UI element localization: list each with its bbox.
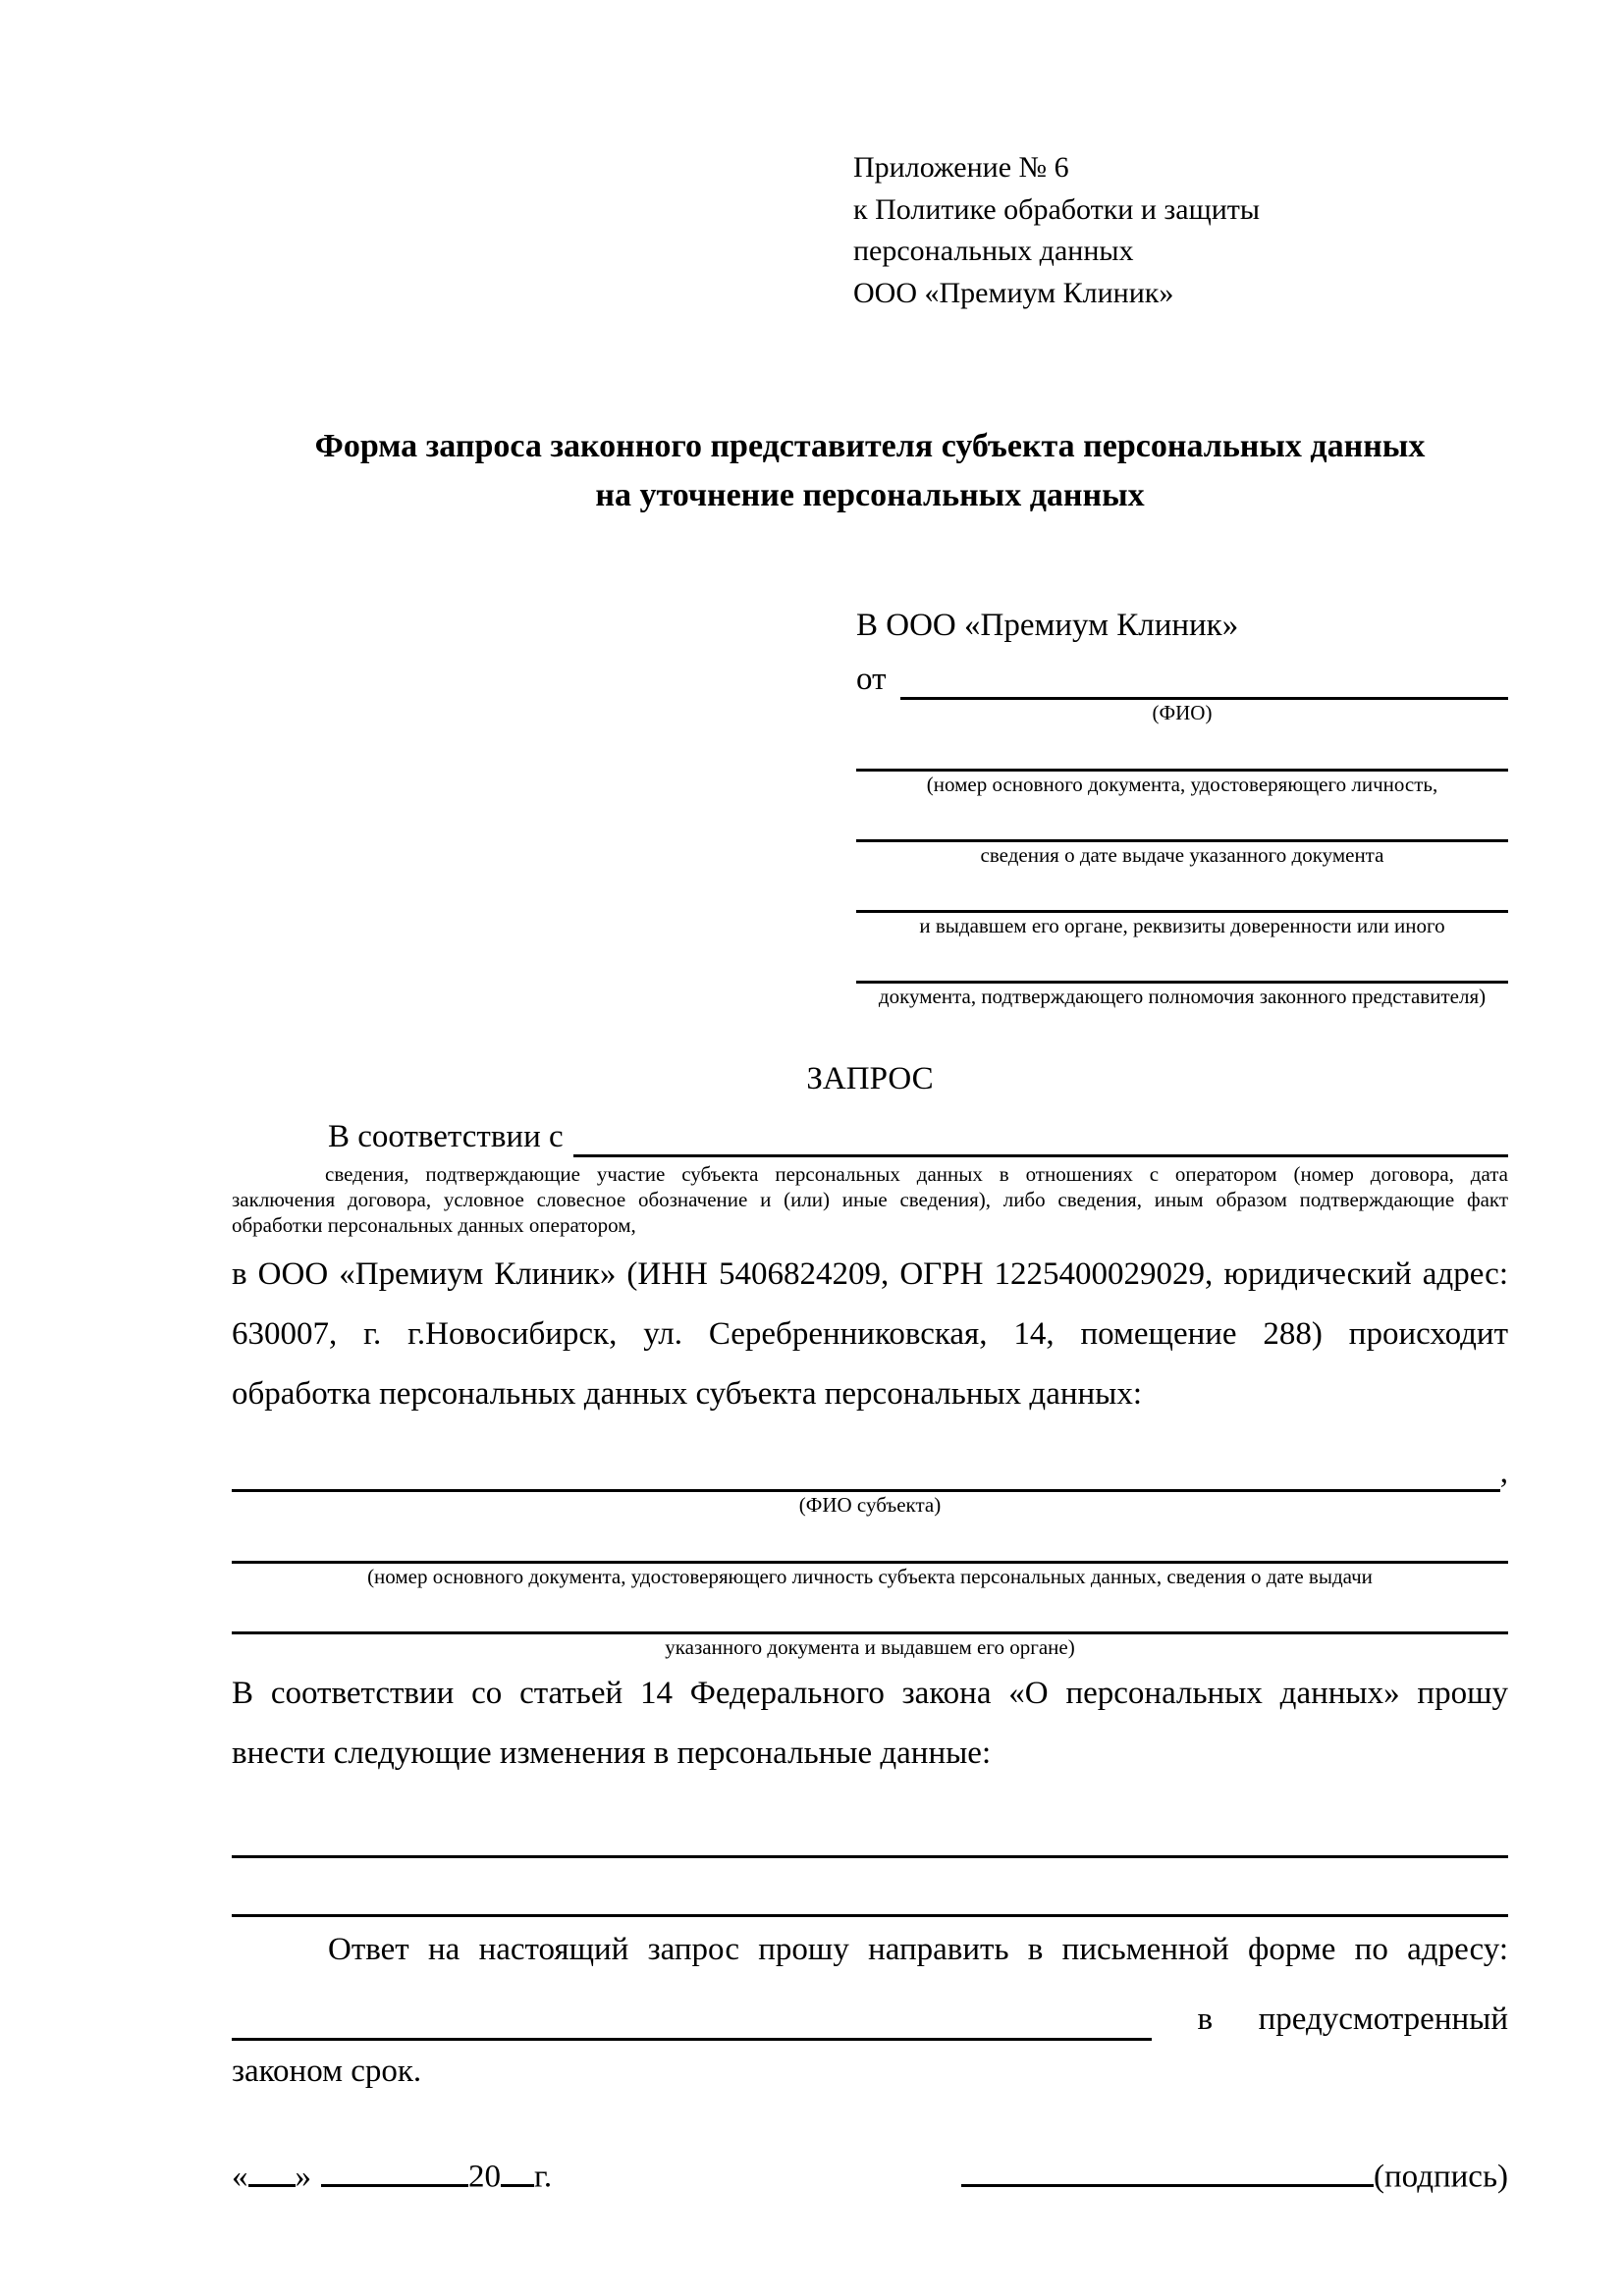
year-suffix: г. <box>534 2159 553 2195</box>
issuing-authority-blank-line <box>856 868 1508 913</box>
law-paragraph-line-1: В соответствии со статьей 14 Федерального закона «О персональных данных» прошу <box>232 1676 1508 1712</box>
representative-fio-caption: (ФИО) <box>1152 701 1213 725</box>
appendix-number: Приложение № 6 <box>853 151 1069 184</box>
quote-close: » <box>295 2159 311 2195</box>
accordance-label: В соответствии с <box>328 1118 564 1154</box>
operator-paragraph-line-1: в ООО «Премиум Клиник» (ИНН 5406824209, ОГРН 1225400029029, юридический адрес: <box>232 1255 1508 1292</box>
appendix-policy-line-2: персональных данных <box>853 235 1134 268</box>
subject-doc-blank-line-1 <box>232 1519 1508 1564</box>
subject-doc-caption-1: (номер основного документа, удостоверяющего личность субъекта персональных данных, сведения о дате выдачи <box>367 1564 1373 1588</box>
changes-blank-line-1 <box>232 1784 1508 1858</box>
law-paragraph-line-2: внести следующие изменения в персональные данные: <box>232 1735 992 1772</box>
accordance-note-line-3: обработки персональных данных оператором, <box>232 1213 636 1238</box>
answer-word-2: предусмотренный <box>1258 2002 1508 2038</box>
accordance-note-line-2: заключения договора, условное словесное обозначение и (или) иные сведения), либо сведения, иным образом подтверждающие факт <box>232 1188 1508 1212</box>
representative-fio-blank-line <box>900 660 1509 700</box>
trailing-comma: , <box>1499 1454 1508 1490</box>
answer-line-2 <box>232 1999 1508 2041</box>
appendix-header <box>853 147 1508 314</box>
identity-doc-number-caption: (номер основного документа, удостоверяющего личность, <box>926 772 1438 796</box>
document-title-line-1: Форма запроса законного представителя субъекта персональных данных <box>314 428 1426 465</box>
date-month-blank <box>321 2154 468 2187</box>
identity-doc-issue-date-blank-line <box>856 797 1508 842</box>
answer-line-1: Ответ на настоящий запрос прошу направить в письменной форме по адресу: <box>328 1932 1508 1968</box>
address-blank-line <box>232 2038 1152 2041</box>
signature-group <box>961 2154 1508 2197</box>
subject-fio-caption: (ФИО субъекта) <box>798 1493 942 1518</box>
document-title-line-2: на уточнение персональных данных <box>595 476 1145 513</box>
date-group <box>232 2154 552 2197</box>
law-paragraph <box>232 1664 1508 1784</box>
answer-paragraph <box>232 1929 1508 2093</box>
accordance-blank-line <box>573 1117 1508 1157</box>
authority-doc-caption: документа, подтверждающего полномочия законного представителя) <box>878 985 1487 1009</box>
appendix-organization: ООО «Премиум Клиник» <box>853 276 1174 309</box>
subject-doc-caption-2: указанного документа и выдавшем его органе) <box>665 1634 1075 1659</box>
addressee-block <box>856 606 1508 1010</box>
date-day-blank <box>248 2154 296 2187</box>
signature-blank-line <box>961 2154 1374 2187</box>
issuing-authority-caption: и выдавшем его органе, реквизиты доверенности или иного <box>919 914 1445 938</box>
year-prefix: 20 <box>468 2159 501 2195</box>
answer-word-1: в <box>1197 2002 1214 2038</box>
operator-paragraph-line-3: обработка персональных данных субъекта персональных данных: <box>232 1375 1142 1412</box>
accordance-note-line-1: сведения, подтверждающие участие субъекта персональных данных в отношениях с оператором (номер договора, дата <box>325 1161 1508 1186</box>
authority-doc-blank-line <box>856 938 1508 984</box>
operator-paragraph-line-2: 630007, г. г.Новосибирск, ул. Серебренниковская, 14, помещение 288) происходит <box>232 1315 1508 1352</box>
subject-doc-blank-line-2 <box>232 1589 1508 1634</box>
appendix-policy-line-1: к Политике обработки и защиты <box>853 192 1261 226</box>
request-heading: ЗАПРОС <box>806 1060 934 1096</box>
accordance-row <box>232 1117 1508 1157</box>
from-label: от <box>856 662 887 698</box>
identity-doc-issue-date-caption: сведения о дате выдаче указанного документа <box>980 842 1384 867</box>
signature-caption: (подпись) <box>1374 2159 1508 2195</box>
operator-paragraph <box>232 1245 1508 1424</box>
addressee-organization: В ООО «Премиум Клиник» <box>856 607 1239 643</box>
from-row <box>856 660 1508 700</box>
identity-doc-number-blank-line <box>856 726 1508 772</box>
date-signature-row <box>232 2154 1508 2197</box>
quote-open: « <box>232 2159 248 2195</box>
document-title <box>232 422 1508 519</box>
changes-blank-line-2 <box>232 1858 1508 1917</box>
subject-fio-row <box>232 1454 1508 1493</box>
answer-line-3: законом срок. <box>232 2054 422 2090</box>
accordance-note <box>232 1161 1508 1239</box>
date-year-blank <box>501 2154 534 2187</box>
